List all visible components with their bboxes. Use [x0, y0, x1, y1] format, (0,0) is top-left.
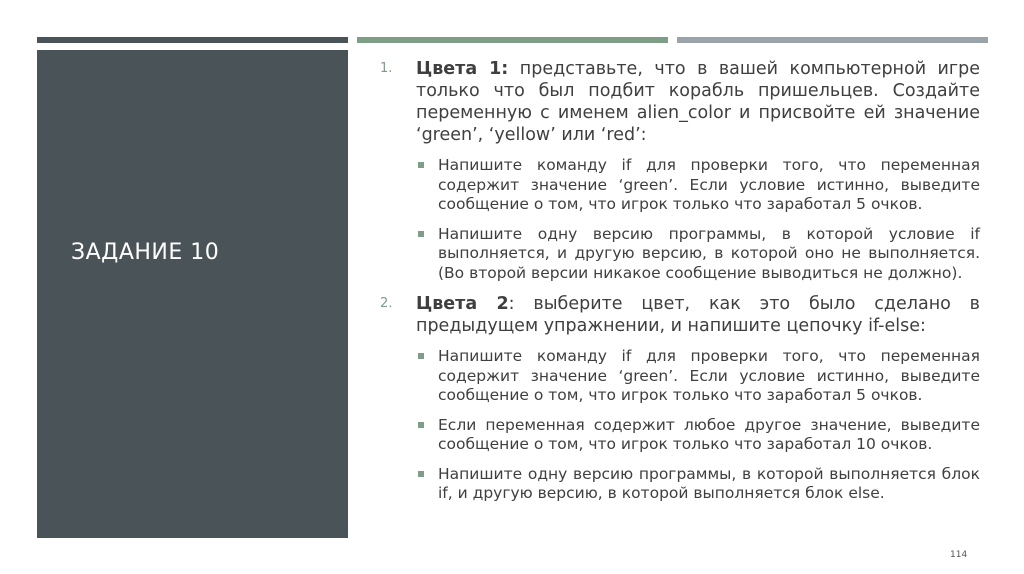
- item-label: Цвета 1:: [416, 59, 509, 79]
- page-number: 114: [950, 550, 968, 560]
- item-text: [416, 293, 980, 337]
- bullet-square-icon: [418, 162, 424, 168]
- bullet-square-icon: [418, 353, 424, 359]
- subitem: Напишите одну версию программы, в которой условие if выполняется, и другую версию, в которой оно не выполняется. (Во второй версии никакое сообщение выводиться не должно).: [416, 225, 980, 284]
- top-bar-dark: [37, 37, 348, 43]
- item-description: представьте, что в вашей компьютерной игре только что был подбит корабль пришельцев. Создайте переменную с именем alien_color и присвойте ей значение ‘green’, ‘yellow’ или ‘red’:: [416, 59, 980, 145]
- item-description: : выберите цвет, как это было сделано в предыдущем упражнении, и напишите цепочку if-else:: [416, 294, 980, 336]
- slide-title: ЗАДАНИЕ 10: [71, 240, 220, 265]
- item-label: Цвета 2: [416, 294, 509, 314]
- subitem: Напишите команду if для проверки того, что переменная содержит значение ‘green’. Если условие истинно, выведите сообщение о том, что игрок только что заработал 5 очков.: [416, 347, 980, 406]
- item-text: [416, 58, 980, 146]
- subitem-list: [416, 347, 980, 504]
- task-item-2: [380, 293, 980, 504]
- item-number: 1.: [380, 61, 393, 76]
- task-item-1: [380, 58, 980, 283]
- bullet-square-icon: [418, 471, 424, 477]
- bullet-square-icon: [418, 422, 424, 428]
- subitem: Напишите одну версию программы, в которой выполняется блок if, и другую версию, в которой выполняется блок else.: [416, 465, 980, 504]
- top-bar-green: [357, 37, 668, 43]
- subitem: Напишите команду if для проверки того, что переменная содержит значение ‘green’. Если условие истинно, выведите сообщение о том, что игрок только что заработал 5 очков.: [416, 156, 980, 215]
- top-bar-gray: [677, 37, 988, 43]
- item-number: 2.: [380, 296, 393, 311]
- bullet-square-icon: [418, 231, 424, 237]
- side-panel: [37, 50, 348, 538]
- subitem: Если переменная содержит любое другое значение, выведите сообщение о том, что игрок только что заработал 10 очков.: [416, 416, 980, 455]
- subitem-list: [416, 156, 980, 283]
- task-content: [380, 58, 980, 514]
